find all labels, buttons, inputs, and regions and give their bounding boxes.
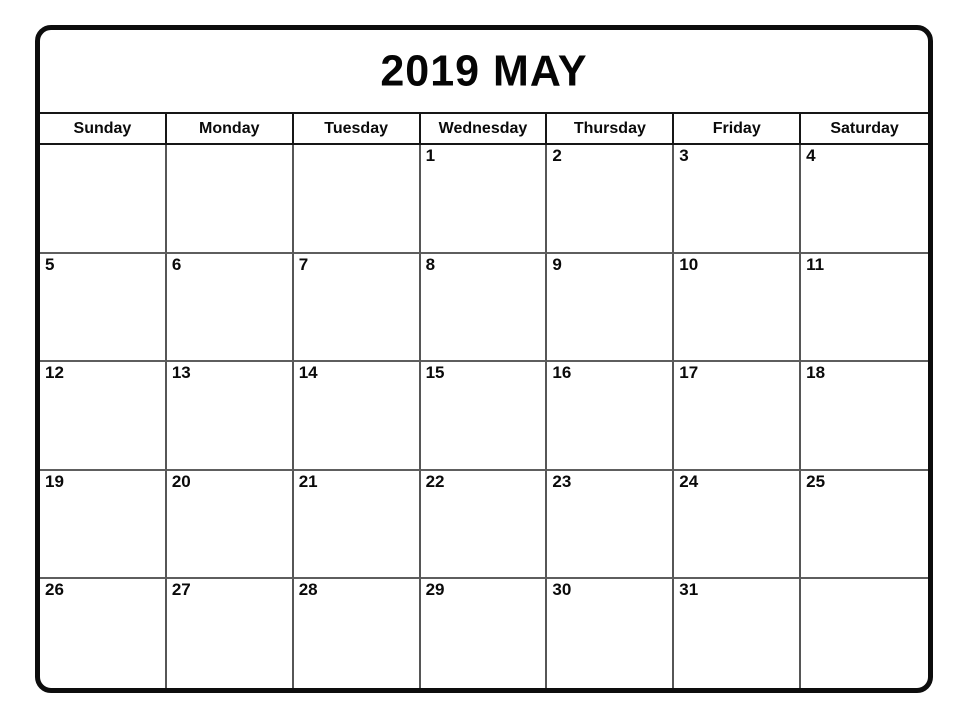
date-grid (40, 145, 928, 688)
day-cell: 28 (294, 579, 421, 688)
day-cell: 26 (40, 579, 167, 688)
day-cell: 12 (40, 362, 167, 471)
weekday-header-friday: Friday (674, 114, 801, 143)
monthly-calendar (35, 25, 933, 693)
day-cell: 19 (40, 471, 167, 580)
day-cell: 9 (547, 254, 674, 363)
day-cell: 20 (167, 471, 294, 580)
day-cell: 17 (674, 362, 801, 471)
weekday-header-sunday: Sunday (40, 114, 167, 143)
day-cell: 13 (167, 362, 294, 471)
day-cell: 8 (421, 254, 548, 363)
weekday-header-monday: Monday (167, 114, 294, 143)
day-cell: 10 (674, 254, 801, 363)
calendar-title: 2019 MAY (380, 46, 588, 95)
day-cell: 24 (674, 471, 801, 580)
day-cell: 1 (421, 145, 548, 254)
weekday-header-thursday: Thursday (547, 114, 674, 143)
day-cell: 23 (547, 471, 674, 580)
weekday-header-saturday: Saturday (830, 119, 899, 137)
day-cell: 2 (547, 145, 674, 254)
day-cell: 7 (294, 254, 421, 363)
day-cell: 18 (801, 362, 928, 471)
weekday-header-tuesday: Tuesday (294, 114, 421, 143)
day-cell: 3 (674, 145, 801, 254)
weekday-header-row (40, 112, 928, 145)
day-cell (167, 145, 294, 254)
day-cell: 22 (421, 471, 548, 580)
day-cell: 29 (421, 579, 548, 688)
day-cell: 4 (801, 145, 928, 254)
calendar-title-bar (40, 30, 928, 112)
day-cell (40, 145, 167, 254)
day-cell: 5 (40, 254, 167, 363)
day-cell: 21 (294, 471, 421, 580)
day-cell: 15 (421, 362, 548, 471)
day-cell (294, 145, 421, 254)
day-cell: 31 (674, 579, 801, 688)
day-cell: 11 (801, 254, 928, 363)
day-cell: 14 (294, 362, 421, 471)
day-cell (801, 579, 928, 688)
day-cell: 25 (801, 471, 928, 580)
day-cell: 6 (167, 254, 294, 363)
day-cell: 16 (547, 362, 674, 471)
day-cell: 27 (167, 579, 294, 688)
day-cell: 30 (547, 579, 674, 688)
weekday-header-wednesday: Wednesday (421, 114, 548, 143)
